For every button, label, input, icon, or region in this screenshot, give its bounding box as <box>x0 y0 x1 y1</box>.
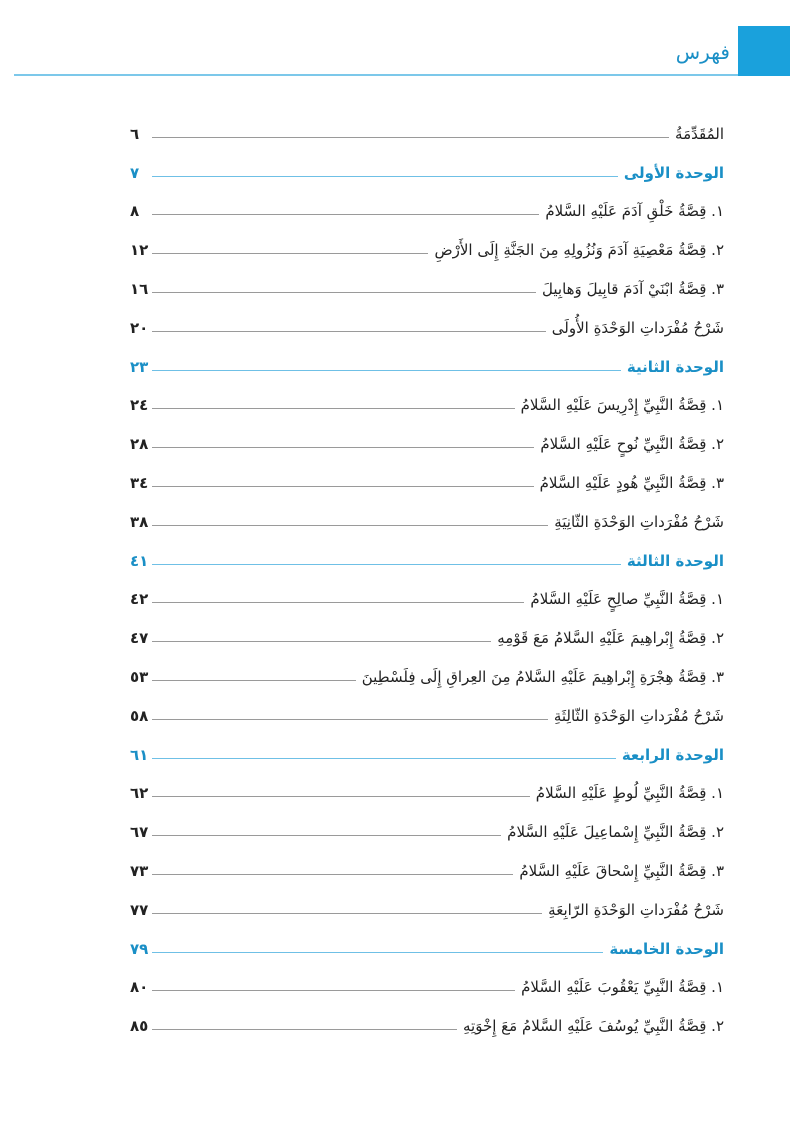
toc-page-number: ٦١ <box>130 745 149 764</box>
unit-heading: الوحدة الخامسة <box>609 939 724 958</box>
toc-page-number: ٧ <box>130 163 140 182</box>
toc-entry-title: شَرْحُ مُفْرَداتِ الوَحْدَةِ الأُولَى <box>551 318 724 337</box>
toc-row[interactable] <box>130 302 724 341</box>
unit-heading: الوحدة الأولى <box>623 163 724 182</box>
toc-row[interactable] <box>130 380 724 419</box>
toc-entry-title: ١. قِصَّةُ النَّبِيِّ يَعْقُوبَ عَلَيْهِ السَّلامُ <box>521 978 724 997</box>
dot-leader <box>152 369 621 371</box>
dot-leader <box>152 213 539 215</box>
toc-page-number: ٨٥ <box>130 1017 149 1036</box>
dot-leader <box>152 718 548 720</box>
dot-leader <box>152 757 616 759</box>
toc-page-number: ٢٣ <box>130 357 149 376</box>
toc-entry-title: ٢. قِصَّةُ النَّبِيِّ نُوحٍ عَلَيْهِ السَّلامُ <box>540 435 724 454</box>
toc-entry-title: ٣. قِصَّةُ النَّبِيِّ إِسْحاقَ عَلَيْهِ السَّلامُ <box>519 861 724 880</box>
dot-leader <box>152 951 603 953</box>
dot-leader <box>152 873 513 875</box>
dot-leader <box>152 989 515 991</box>
dot-leader <box>152 563 621 565</box>
table-of-contents <box>130 108 724 1039</box>
dot-leader <box>152 330 546 332</box>
toc-page-number: ٦٢ <box>130 784 149 803</box>
toc-page-number: ٣٨ <box>130 512 149 531</box>
toc-row[interactable] <box>130 768 724 807</box>
toc-entry-title: ١. قِصَّةُ خَلْقِ آدَمَ عَلَيْهِ السَّلامُ <box>545 202 724 221</box>
toc-page-number: ١٦ <box>130 279 149 298</box>
toc-row[interactable] <box>130 1000 724 1039</box>
toc-row-unit-1[interactable] <box>130 147 724 186</box>
toc-entry-title: شَرْحُ مُفْرَداتِ الوَحْدَةِ الرّابِعَةِ <box>548 900 724 919</box>
toc-page-number: ٣٤ <box>130 473 149 492</box>
toc-page-number: ٥٨ <box>130 706 149 725</box>
dot-leader <box>152 679 356 681</box>
toc-page-number: ١٢ <box>130 241 149 260</box>
toc-page-number: ٨٠ <box>130 978 149 997</box>
toc-page-number: ٥٣ <box>130 667 149 686</box>
toc-row-unit-2[interactable] <box>130 341 724 380</box>
toc-row[interactable] <box>130 845 724 884</box>
toc-page-number: ٢٨ <box>130 435 149 454</box>
toc-page-number: ٤١ <box>130 551 149 570</box>
dot-leader <box>152 795 530 797</box>
toc-entry-title: ٢. قِصَّةُ النَّبِيِّ إِسْماعِيلَ عَلَيْهِ السَّلامُ <box>507 823 724 842</box>
toc-row[interactable] <box>130 612 724 651</box>
toc-row[interactable] <box>130 884 724 923</box>
dot-leader <box>152 640 491 642</box>
header-divider <box>14 74 738 76</box>
toc-page-number: ٧٣ <box>130 861 149 880</box>
toc-page-number: ٧٧ <box>130 900 149 919</box>
toc-row[interactable] <box>130 457 724 496</box>
toc-page-number: ٦ <box>130 124 140 143</box>
unit-heading: الوحدة الثالثة <box>626 551 724 570</box>
page-title: فهرس <box>675 40 730 64</box>
toc-row-unit-3[interactable] <box>130 535 724 574</box>
dot-leader <box>152 485 534 487</box>
toc-row[interactable] <box>130 806 724 845</box>
toc-row-intro[interactable] <box>130 108 724 147</box>
dot-leader <box>152 175 618 177</box>
dot-leader <box>152 136 669 138</box>
unit-heading: الوحدة الرابعة <box>621 745 724 764</box>
toc-entry-title: ٣. قِصَّةُ النَّبِيِّ هُودٍ عَلَيْهِ السَّلامُ <box>539 473 724 492</box>
toc-row[interactable] <box>130 418 724 457</box>
toc-page-number: ٧٩ <box>130 939 149 958</box>
toc-entry-title: ٢. قِصَّةُ مَعْصِيَةِ آدَمَ وَنُزُولِهِ مِنَ الجَنَّةِ إِلَى الأَرْضِ <box>434 241 724 260</box>
dot-leader <box>152 291 536 293</box>
toc-entry-title: ١. قِصَّةُ النَّبِيِّ لُوطٍ عَلَيْهِ السَّلامُ <box>535 784 724 803</box>
header-accent-block <box>738 26 790 76</box>
dot-leader <box>152 407 515 409</box>
toc-row-unit-4[interactable] <box>130 729 724 768</box>
toc-entry-title: ٢. قِصَّةُ النَّبِيِّ يُوسُفَ عَلَيْهِ السَّلامُ مَعَ إِخْوَتِهِ <box>462 1017 724 1036</box>
toc-entry-title: المُقَدِّمَةُ <box>675 124 724 143</box>
toc-entry-title: ١. قِصَّةُ النَّبِيِّ إِدْرِيسَ عَلَيْهِ السَّلامُ <box>520 396 724 415</box>
unit-heading: الوحدة الثانية <box>626 357 724 376</box>
toc-row[interactable] <box>130 962 724 1001</box>
toc-page-number: ٤٢ <box>130 590 149 609</box>
dot-leader <box>152 524 548 526</box>
toc-row[interactable] <box>130 186 724 225</box>
dot-leader <box>152 446 534 448</box>
toc-row[interactable] <box>130 690 724 729</box>
toc-page-number: ٦٧ <box>130 823 149 842</box>
dot-leader <box>152 252 428 254</box>
toc-entry-title: ١. قِصَّةُ النَّبِيِّ صالِحٍ عَلَيْهِ السَّلامُ <box>530 590 724 609</box>
toc-page-number: ٢٠ <box>130 318 149 337</box>
toc-page-number: ٨ <box>130 202 140 221</box>
dot-leader <box>152 1028 457 1030</box>
toc-page-number: ٢٤ <box>130 396 149 415</box>
dot-leader <box>152 912 542 914</box>
toc-row-unit-5[interactable] <box>130 923 724 962</box>
toc-entry-title: ٢. قِصَّةُ إِبْراهِيمَ عَلَيْهِ السَّلامُ مَعَ قَوْمِهِ <box>497 629 724 648</box>
toc-page-number: ٤٧ <box>130 629 149 648</box>
toc-row[interactable] <box>130 574 724 613</box>
toc-row[interactable] <box>130 224 724 263</box>
toc-row[interactable] <box>130 263 724 302</box>
toc-entry-title: شَرْحُ مُفْرَداتِ الوَحْدَةِ الثّانِيَةِ <box>554 512 724 531</box>
toc-entry-title: ٣. قِصَّةُ هِجْرَةِ إِبْراهِيمَ عَلَيْهِ السَّلامُ مِنَ العِراقِ إِلَى فِلَسْطِينَ <box>361 667 724 686</box>
toc-entry-title: شَرْحُ مُفْرَداتِ الوَحْدَةِ الثّالِثَةِ <box>553 706 724 725</box>
toc-row[interactable] <box>130 651 724 690</box>
dot-leader <box>152 601 524 603</box>
toc-row[interactable] <box>130 496 724 535</box>
toc-entry-title: ٣. قِصَّةُ ابْنَيْ آدَمَ قابِيلَ وَهابِيلَ <box>542 279 724 298</box>
dot-leader <box>152 834 501 836</box>
